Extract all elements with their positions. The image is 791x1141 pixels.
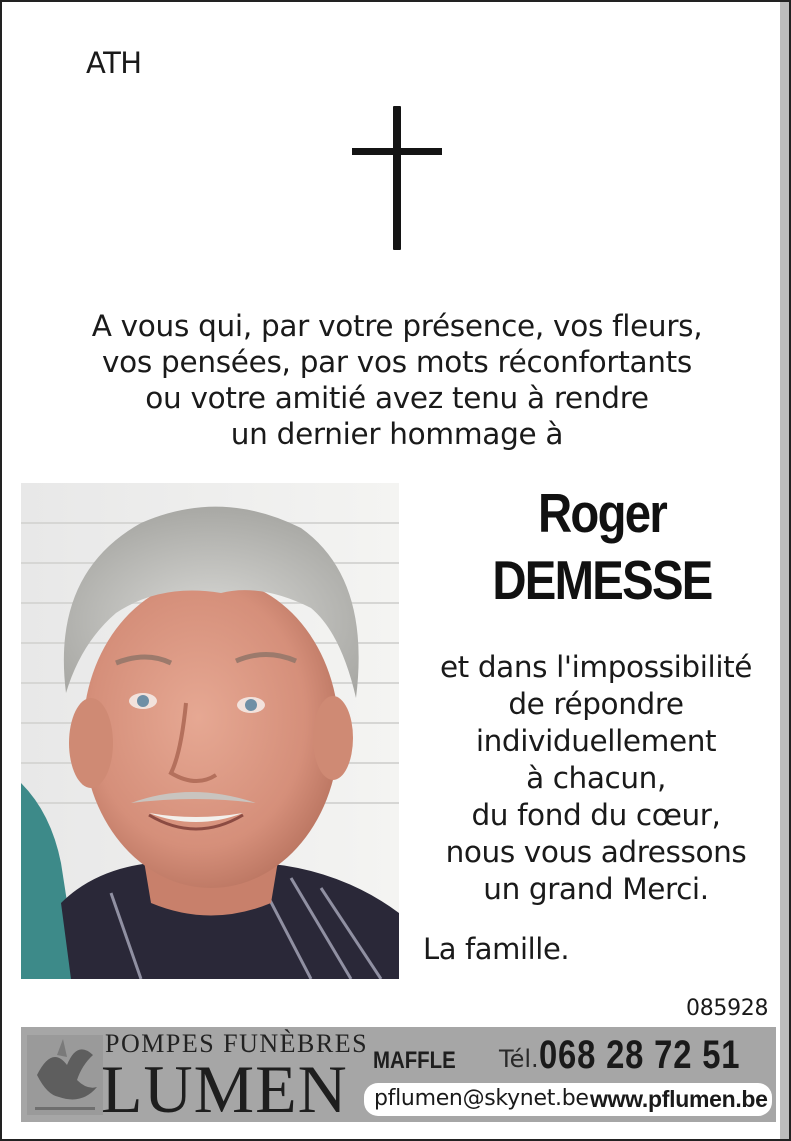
thanks-line: à chacun, — [526, 761, 666, 795]
website-link[interactable]: www.pflumen.be — [590, 1086, 768, 1112]
funeral-home-title: POMPES FUNÈBRES — [105, 1029, 369, 1058]
contact-pill — [364, 1083, 772, 1116]
phone-number[interactable]: 068 28 72 51 — [539, 1033, 741, 1077]
thanks-line: de répondre — [508, 687, 684, 721]
intro-line: un dernier hommage à — [230, 417, 564, 451]
thanks-message — [420, 649, 772, 908]
reference-number: 085928 — [686, 996, 769, 1021]
first-name: Roger — [537, 482, 667, 544]
dove-icon — [27, 1035, 103, 1115]
side-strip — [780, 2, 789, 1139]
email-link[interactable]: pflumen@skynet.be — [374, 1086, 589, 1111]
funeral-home-banner — [21, 1027, 776, 1127]
location-label: ATH — [86, 46, 142, 80]
cross-icon — [352, 106, 444, 252]
intro-message — [42, 308, 752, 452]
funeral-home-brand: LUMEN — [101, 1051, 348, 1127]
intro-line: vos pensées, par vos mots réconfortants — [101, 345, 692, 379]
thanks-line: nous vous adressons — [445, 835, 747, 869]
thanks-line: individuellement — [475, 724, 717, 758]
last-name: DEMESSE — [492, 549, 712, 611]
thanks-line: et dans l'impossibilité — [439, 650, 753, 684]
funeral-home-city: MAFFLE — [373, 1047, 456, 1074]
portrait-photo — [21, 483, 399, 979]
deceased-name — [456, 480, 748, 614]
thanks-line: un grand Merci. — [483, 872, 709, 906]
intro-line: ou votre amitié avez tenu à rendre — [145, 381, 649, 415]
intro-line: A vous qui, par votre présence, vos fleurs, — [91, 309, 703, 343]
thanks-line: du fond du cœur, — [471, 798, 721, 832]
tel-label: Tél. — [499, 1045, 539, 1073]
signature: La famille. — [423, 932, 570, 966]
